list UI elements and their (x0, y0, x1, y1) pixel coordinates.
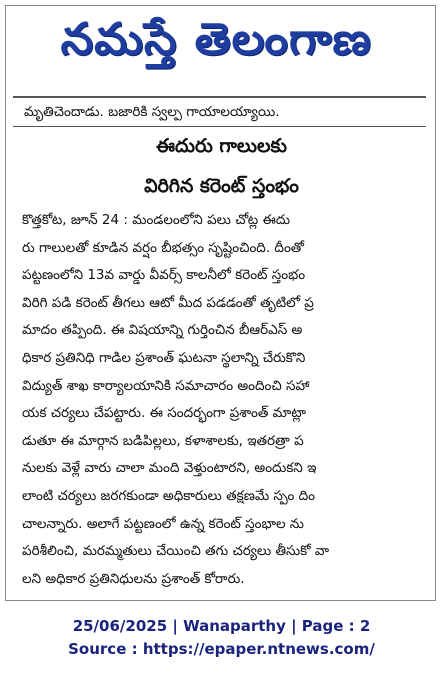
article-body-line: పరిశీలించి, మరమ్మతులు చేయించి తగు చర్యలు తీసుకో వా (22, 543, 330, 560)
article-body-line: నులకు వెళ్లే వారు చాలా మంది వెళ్తుంటారని, అందుకని ఇ (22, 460, 317, 477)
article-body-line: ధికార ప్రతినిధి గాడిల ప్రశాంత్ ఘటనా స్థలాన్ని చేరుకొని (22, 349, 306, 366)
article-body-line: లాంటి చర్యలు జరగకుండా అధికారులు తక్షణమే స్పం దిం (22, 487, 315, 504)
article-body (22, 207, 422, 593)
article-body-line: విద్యుత్ శాఖ కార్యాలయానికి సమాచారం అందించి సహా (22, 377, 310, 394)
article-body-line: యక చర్యలు చేపట్టారు. ఈ సందర్భంగా ప్రశాంత్ మాట్లా (22, 405, 307, 422)
headline-line-1: ఈదురు గాలులకు (156, 135, 287, 157)
source-date-line: 25/06/2025 | Wanaparthy | Page : 2 (72, 617, 371, 635)
article-body-line: డుతూ ఈ మార్గాన బడిపిల్లలు, కళాశాలకు, ఇతరత్రా ప (22, 432, 304, 449)
article-body-line: చాలన్నారు. అలాగే పట్టణంలో ఉన్న కరెంట్ స్తంభాల ను (22, 515, 304, 532)
masthead-title: నమస్తే తెలంగాణ (60, 14, 372, 65)
article-body-line: లని అధికార ప్రతినిధులను ప్రశాంత్ కోరారు. (22, 570, 245, 587)
article-body-line: కొత్తకోట, జూన్ 24 : మండలంలోని పలు చోట్ల ఈదు (22, 212, 291, 228)
headline-line-2: విరిగిన కరెంట్ స్తంభం (144, 175, 299, 197)
article-body-line: రు గాలులతో కూడిన వర్షం బీభత్సం సృష్టించింది. దీంతో (22, 239, 304, 256)
previous-article-line: మృతిచెందాడు. బజారికి స్వల్ప గాయాలయ్యాయి. (24, 104, 280, 120)
article-body-line: విరిగి పడి కరెంట్ తీగలు ఆటో మీద పడడంతో తృటిలో ప్ర (22, 294, 314, 311)
article-body-line: మాదం తప్పింది. ఈ విషయాన్ని గుర్తించిన బీఆర్ఎస్ అ (22, 322, 303, 339)
newspaper-masthead (16, 10, 416, 80)
source-url-line: Source : https://epaper.ntnews.com/ (68, 640, 375, 658)
article-divider (13, 126, 426, 127)
masthead-divider (13, 96, 426, 98)
article-body-line: పట్టణంలోని 13వ వార్డు వీవర్స్ కాలనీలో కరెంట్ స్తంభం (22, 267, 306, 284)
